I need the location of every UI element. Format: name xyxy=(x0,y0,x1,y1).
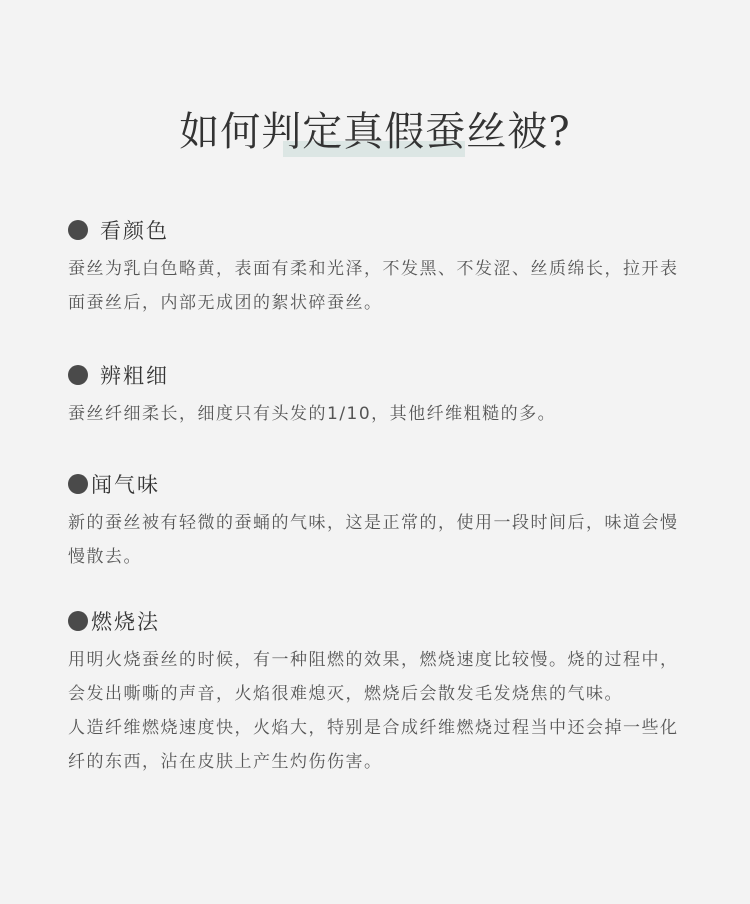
section-heading-label: 看颜色 xyxy=(100,219,169,243)
section-paragraph: 新的蚕丝被有轻微的蚕蛹的气味，这是正常的，使用一段时间后，味道会慢慢散去。 xyxy=(68,513,679,567)
section-heading xyxy=(68,606,688,636)
section-burning xyxy=(68,606,688,779)
bullet-dot-icon xyxy=(68,611,88,631)
bullet-dot-icon xyxy=(68,474,88,494)
section-heading-label: 辨粗细 xyxy=(100,364,169,388)
page-title-text: 如何判定真假蚕丝被? xyxy=(179,109,571,155)
page-title xyxy=(179,104,570,160)
section-heading xyxy=(68,469,688,499)
section-paragraph: 蚕丝为乳白色略黄，表面有柔和光泽，不发黑、不发涩、丝质绵长，拉开表面蚕丝后，内部无成团的絮状碎蚕丝。 xyxy=(68,259,679,313)
title-area xyxy=(0,104,750,160)
section-heading-label: 闻气味 xyxy=(91,473,160,497)
bullet-dot-icon xyxy=(68,220,88,240)
section-thickness xyxy=(68,360,688,431)
section-heading xyxy=(68,360,688,390)
section-smell xyxy=(68,469,688,574)
section-paragraph: 用明火烧蚕丝的时候，有一种阻燃的效果，燃烧速度比较慢。烧的过程中，会发出嘶嘶的声音，火焰很难熄灭，燃烧后会散发毛发烧焦的气味。 xyxy=(68,650,679,704)
section-paragraph: 蚕丝纤细柔长，细度只有头发的1/10，其他纤维粗糙的多。 xyxy=(68,404,557,424)
section-paragraph: 人造纤维燃烧速度快，火焰大，特别是合成纤维燃烧过程当中还会掉一些化纤的东西，沾在皮肤上产生灼伤伤害。 xyxy=(68,718,679,772)
section-heading-label: 燃烧法 xyxy=(91,610,160,634)
bullet-dot-icon xyxy=(68,365,88,385)
section-heading xyxy=(68,215,688,245)
section-color xyxy=(68,215,688,320)
